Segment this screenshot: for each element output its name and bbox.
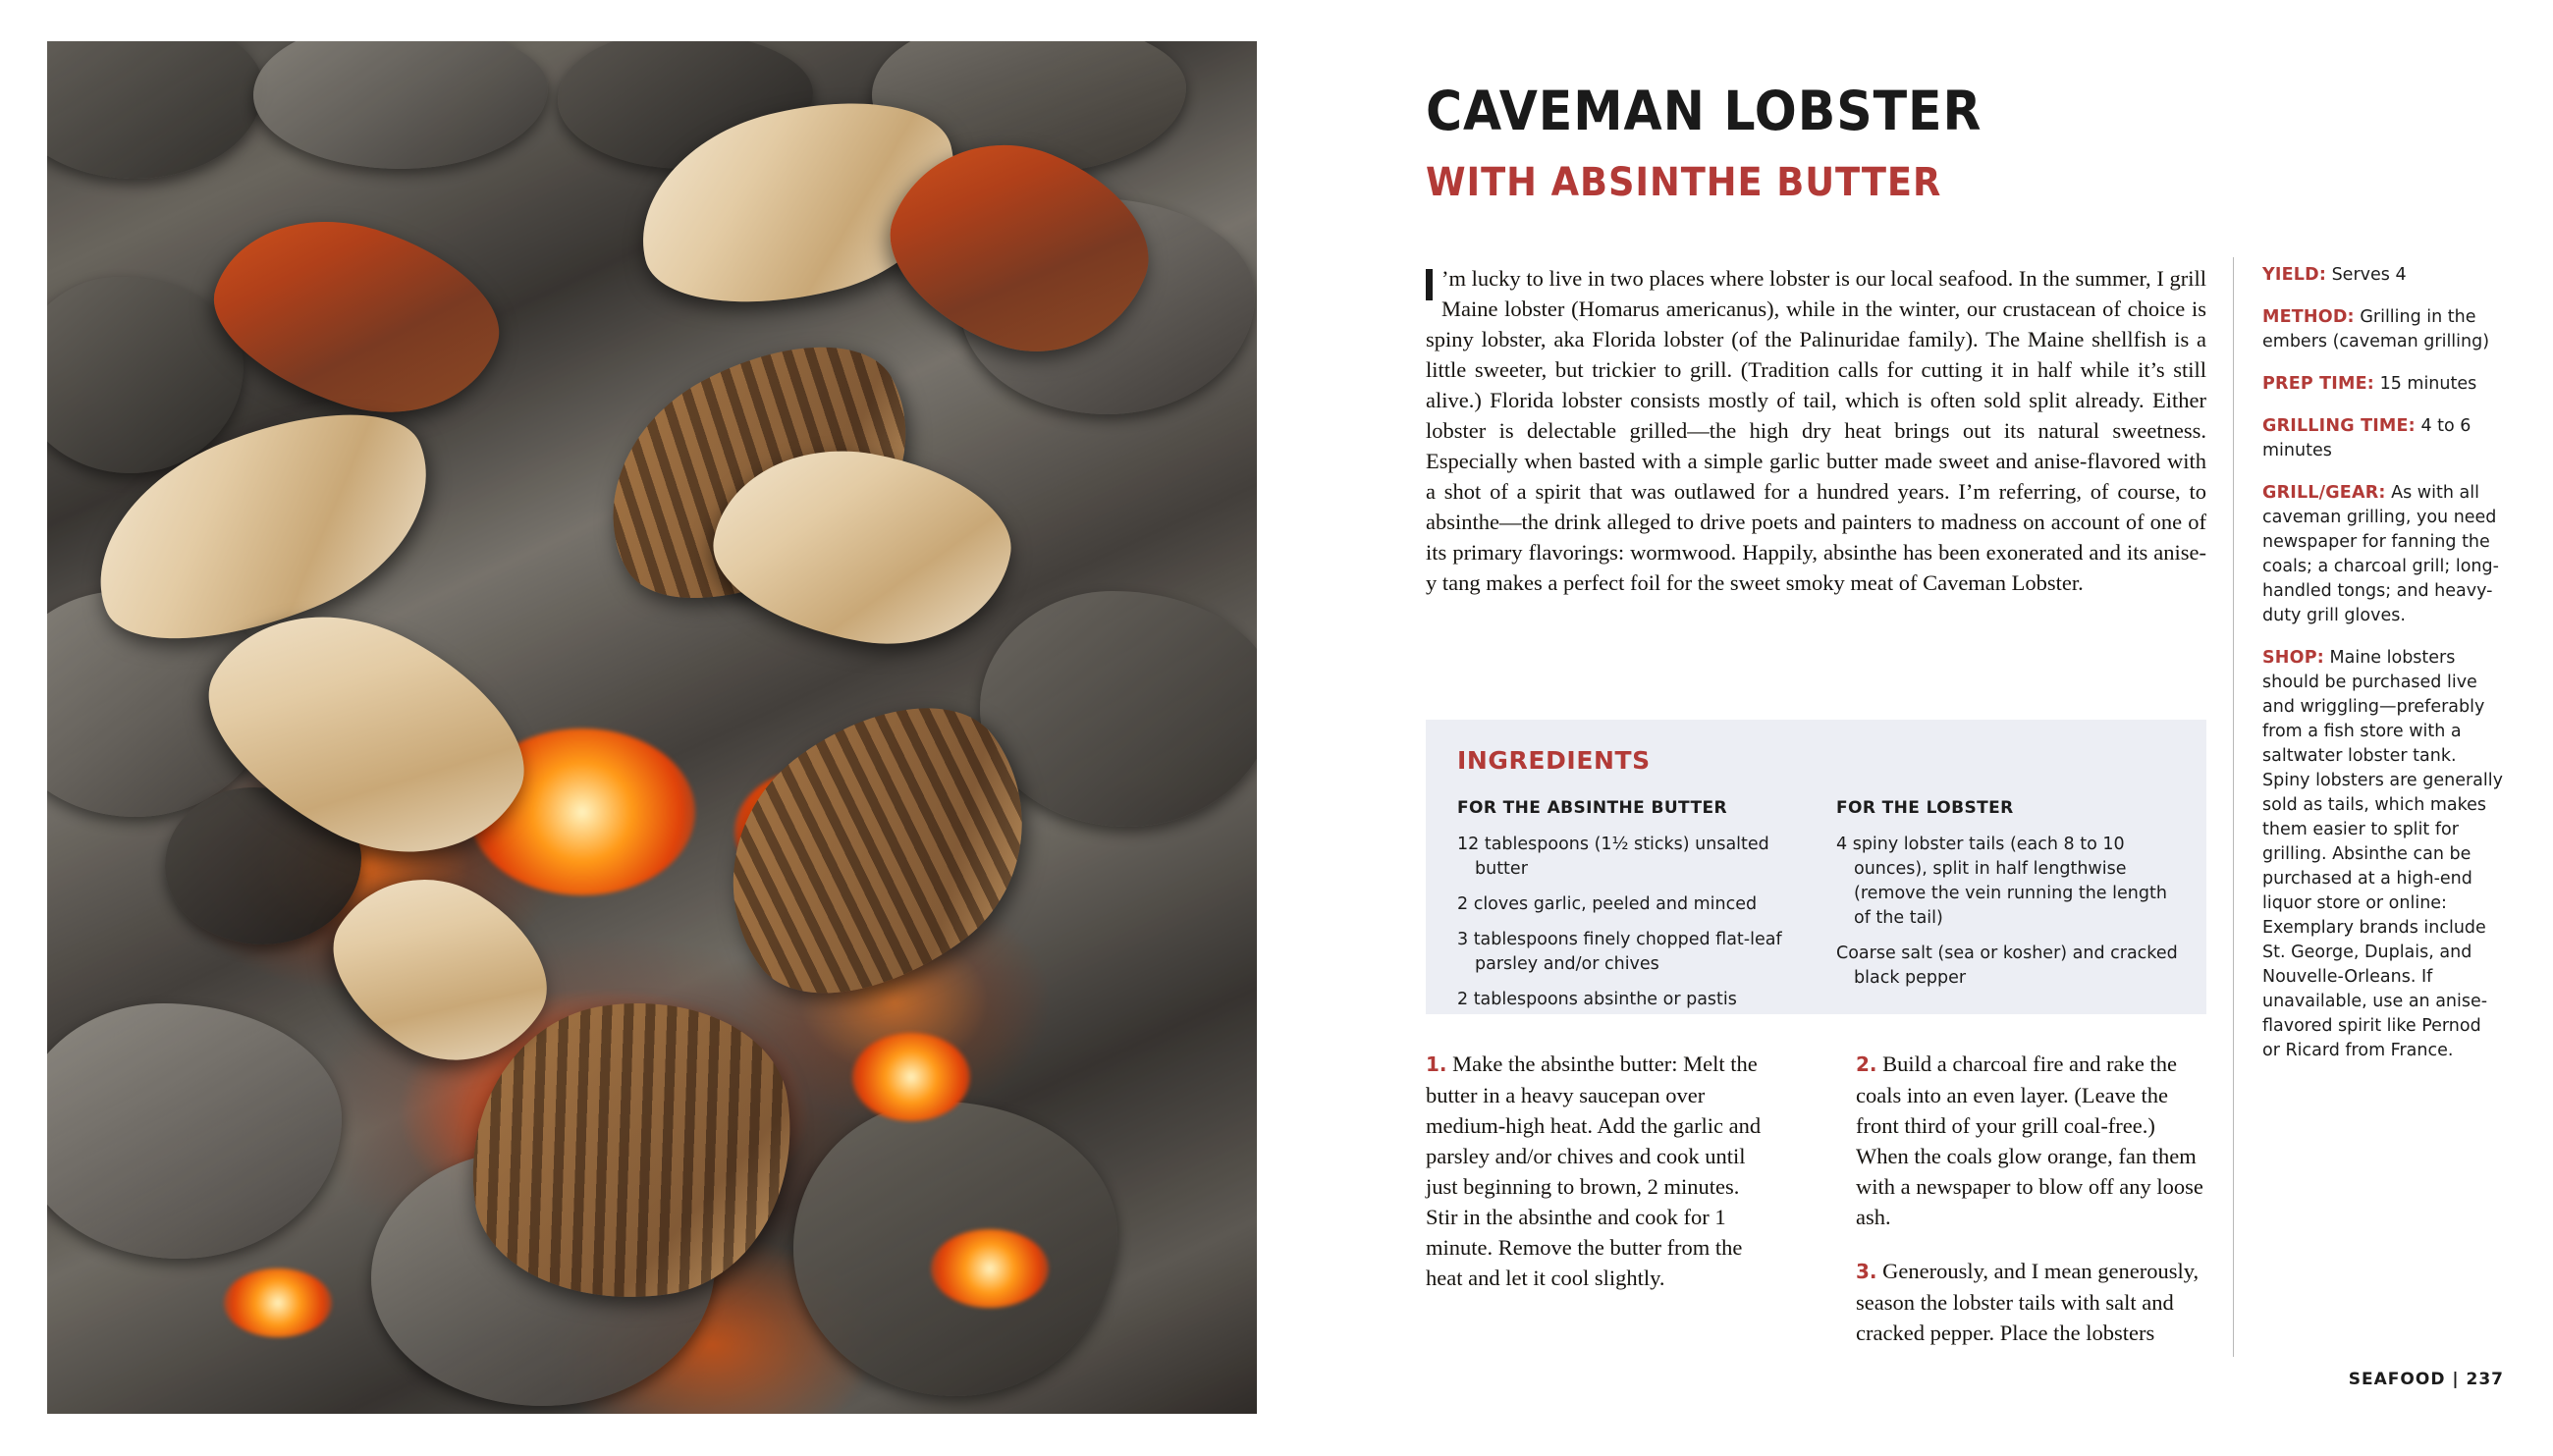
recipe-title: CAVEMAN LOBSTER	[1426, 80, 1983, 142]
instruction-step	[1856, 1256, 2206, 1348]
spec-label: YIELD:	[2262, 265, 2327, 285]
folio-separator: |	[2452, 1370, 2460, 1389]
step-text: Generously, and I mean generously, season the lobster tails with salt and cracked pepper. Place the lobsters	[1856, 1259, 2200, 1345]
ingredients-list	[1457, 833, 1796, 1012]
ingredients-group-heading: FOR THE ABSINTHE BUTTER	[1457, 798, 1727, 818]
spec-shop	[2262, 646, 2504, 1063]
instruction-step	[1426, 1049, 1776, 1293]
spec-label: GRILLING TIME:	[2262, 416, 2416, 436]
spec-value: Serves 4	[2326, 265, 2407, 285]
ingredient-item: 3 tablespoons finely chopped flat-leaf parsley and/or chives	[1457, 930, 1782, 974]
folio-section: SEAFOOD	[2348, 1370, 2446, 1389]
spec-value: 4 to 6 minutes	[2262, 416, 2472, 460]
step-text: Build a charcoal fire and rake the coals into an even layer. (Leave the front third of your grill coal-free.) When the coals glow orange, fan them with a newspaper to blow off any loose ash.	[1856, 1052, 2203, 1229]
step-text: Make the absinthe butter: Melt the butter in a heavy saucepan over medium-high heat. Add the garlic and parsley and/or chives and cook until just beginning to brown, 2 minutes. Stir in the absinthe and cook for 1 minute. Remove the butter from the heat and let it cool slightly.	[1426, 1052, 1762, 1290]
ingredients-list	[1836, 833, 2180, 991]
ingredients-panel	[1426, 720, 2206, 1014]
spec-value: As with all caveman grilling, you need newspaper for fanning the coals; a charcoal grill; long-handled tongs; and heavy-duty grill gloves.	[2262, 483, 2499, 625]
ingredient-item: 2 cloves garlic, peeled and minced	[1457, 894, 1758, 914]
spec-value: Maine lobsters should be purchased live and wriggling—preferably from a fish store with a saltwater lobster tank. Spiny lobsters are generally sold as tails, which makes them easier to split for grilling. Absinthe can be purchased at a high-end liquor store or online: Exemplary brands include St. George, Duplais, and Nouvelle-Orleans. If unavailable, use an anise-flavored spirit like Pernod or Ricard from France.	[2262, 648, 2503, 1060]
recipe-intro-text: ’m lucky to live in two places where lobster is our local seafood. In the summer, I grill Maine lobster (Homarus americanus), while in the winter, our crustacean of choice is spiny lobster, aka Florida lobster (of the Palinuridae family). The Maine shellfish is a little sweeter, but trickier to grill. (Tradition calls for cutting it in half while it’s still alive.) Florida lobster consists mostly of tail, which is often sold split already. Either lobster is delectable grilled—the high dry heat brings out its natural sweetness. Especially when basted with a simple garlic butter made sweet and anise-flavored with a shot of a spirit that was outlawed for a hundred years. I’m referring, of course, to absinthe—the drink alleged to drive poets and painters to madness on account of one of its primary flavorings: wormwood. Happily, absinthe has been exonerated and its anise-y tang makes a perfect foil for the sweet smoky meat of Caveman Lobster.	[1426, 266, 2206, 595]
spec-value: Grilling in the embers (caveman grilling)	[2262, 307, 2490, 351]
spec-label: PREP TIME:	[2262, 374, 2374, 394]
dropcap-rule	[1426, 269, 1433, 300]
column-divider	[2233, 257, 2234, 1357]
ingredient-item: 12 tablespoons (1½ sticks) unsalted butter	[1457, 835, 1769, 879]
step-number: 3.	[1856, 1260, 1877, 1283]
ingredients-heading: INGREDIENTS	[1457, 746, 1651, 775]
instruction-step	[1856, 1049, 2206, 1232]
spec-label: GRILL/GEAR:	[2262, 483, 2386, 503]
recipe-text-column	[1426, 0, 2506, 1456]
spec-value: 15 minutes	[2374, 374, 2477, 394]
charcoal-piece	[980, 591, 1257, 827]
ingredients-group-butter	[1457, 796, 1796, 1023]
recipe-intro	[1426, 263, 2206, 598]
ingredient-item: Coarse salt (sea or kosher) and cracked black pepper	[1836, 944, 2178, 988]
spec-prep-time	[2262, 372, 2504, 397]
instructions-column-1	[1426, 1049, 1776, 1317]
ingredients-group-heading: FOR THE LOBSTER	[1836, 798, 2014, 818]
recipe-subtitle: WITH ABSINTHE BUTTER	[1426, 160, 1942, 205]
spec-method	[2262, 305, 2504, 354]
spec-label: METHOD:	[2262, 307, 2355, 327]
spec-grilling-time	[2262, 414, 2504, 463]
ember-glow	[852, 1033, 970, 1121]
step-number: 1.	[1426, 1052, 1447, 1076]
page-folio	[2262, 1370, 2504, 1389]
spec-label: SHOP:	[2262, 648, 2324, 668]
recipe-specs	[2262, 263, 2504, 1081]
instructions-column-2	[1856, 1049, 2206, 1372]
spec-grill-gear	[2262, 481, 2504, 628]
ember-glow	[224, 1268, 332, 1337]
step-number: 2.	[1856, 1052, 1877, 1076]
ingredient-item: 2 tablespoons absinthe or pastis	[1457, 990, 1737, 1009]
recipe-photo	[47, 41, 1257, 1414]
spec-yield	[2262, 263, 2504, 288]
ingredients-group-lobster	[1836, 796, 2180, 1001]
ingredient-item: 4 spiny lobster tails (each 8 to 10 ounces), split in half lengthwise (remove the vein running the length of the tail)	[1836, 835, 2167, 928]
folio-page-number: 237	[2466, 1370, 2504, 1389]
ember-glow	[931, 1229, 1049, 1308]
